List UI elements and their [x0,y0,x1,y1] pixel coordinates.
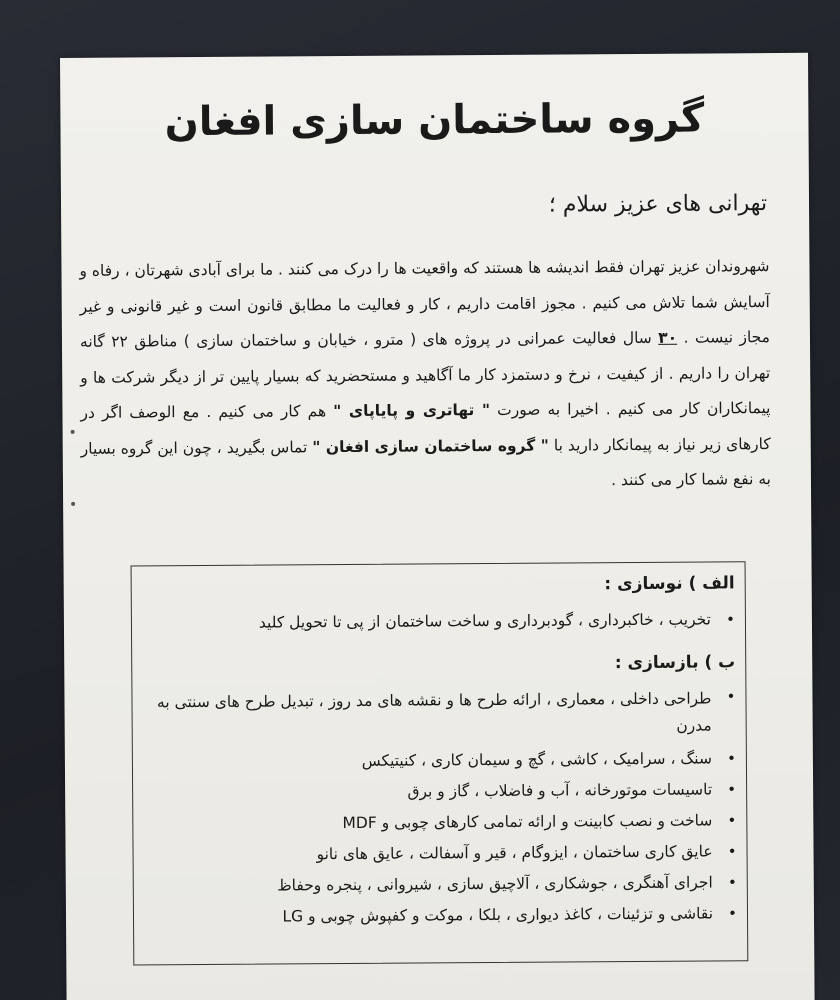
paragraph-part-4: تماس بگیرید ، چون این گروه بسیار به نفع شما کار می کنند . [80,437,772,490]
list-item: • سنگ ، سرامیک ، کاشی ، گچ و سیمان کاری ، کنیتیکس [147,743,718,778]
flyer-paper [60,53,815,1000]
list-item: • نقاشی و تزئینات ، کاغذ دیواری ، بلکا ، موکت و کفپوش چوبی و LG [148,898,719,933]
section-heading-rebuild: ب ) بازسازی : [614,652,736,674]
section-list-renovation [146,604,735,639]
paragraph-part-1: شهروندان عزیز تهران فقط اندیشه ها هستند که واقعیت ها را درک می کنند . ما برای آبادی شهرتان ، رفاه و آسایش شما تلاش می کنیم . مجوز اقامت داریم ، کار و فعالیت ما مطابق قانون است و غیر قانونی و غیر مجاز نیست . [79,257,771,347]
greeting: تهرانی های عزیز سلام ؛ [548,191,768,218]
list-item: • تاسیسات موتورخانه ، آب و فاضلاب ، گاز و برق [147,774,718,809]
list-item: • اجرای آهنگری ، جوشکاری ، آلاچیق سازی ، شیروانی ، پنجره وحفاظ [148,867,719,902]
list-item: • ساخت و نصب کابینت و ارائه تمامی کارهای چوبی و MDF [147,805,718,840]
group-name-quote: " گروه ساختمان سازی افغان " [312,436,549,456]
intro-paragraph [79,249,771,502]
stray-dot [71,502,75,506]
years-number: ۳۰ [658,328,678,347]
paragraph-part-2: سال فعالیت عمرانی در پروژه های ( مترو ، خیابان و ساختمان سازی ) مناطق ۲۲ گانه تهران را داریم . از کیفیت ، نرخ و دستمزد کار ما آگاهید و مستحضرید که بسیار پایین تر از دیگر شرکت ها و پیمانکاران کار می کنیم . اخیرا به صورت [79,328,771,419]
stray-dot [71,430,75,434]
payment-method: " تهاتری و پایاپای " [333,401,491,421]
list-item: • عایق کاری ساختمان ، ایزوگام ، قیر و آسفالت ، عایق های نانو [147,836,718,871]
paragraph-part-3: هم کار می کنیم . مع الوصف اگر در کارهای زیر نیاز به پیمانکار دارید با [80,402,771,455]
section-heading-renovation: الف ) نوسازی : [604,573,735,595]
list-item: • طراحی داخلی ، معماری ، ارائه طرح ها و نقشه های مد روز ، تبدیل طرح های سنتی به مدرن [146,683,717,747]
section-list-rebuild [146,683,737,933]
services-box [131,561,749,965]
document-title: گروه ساختمان سازی افغان [164,95,705,146]
list-item: • تخریب ، خاکبرداری ، گودبرداری و ساخت ساختمان از پی تا تحویل کلید [146,604,717,639]
